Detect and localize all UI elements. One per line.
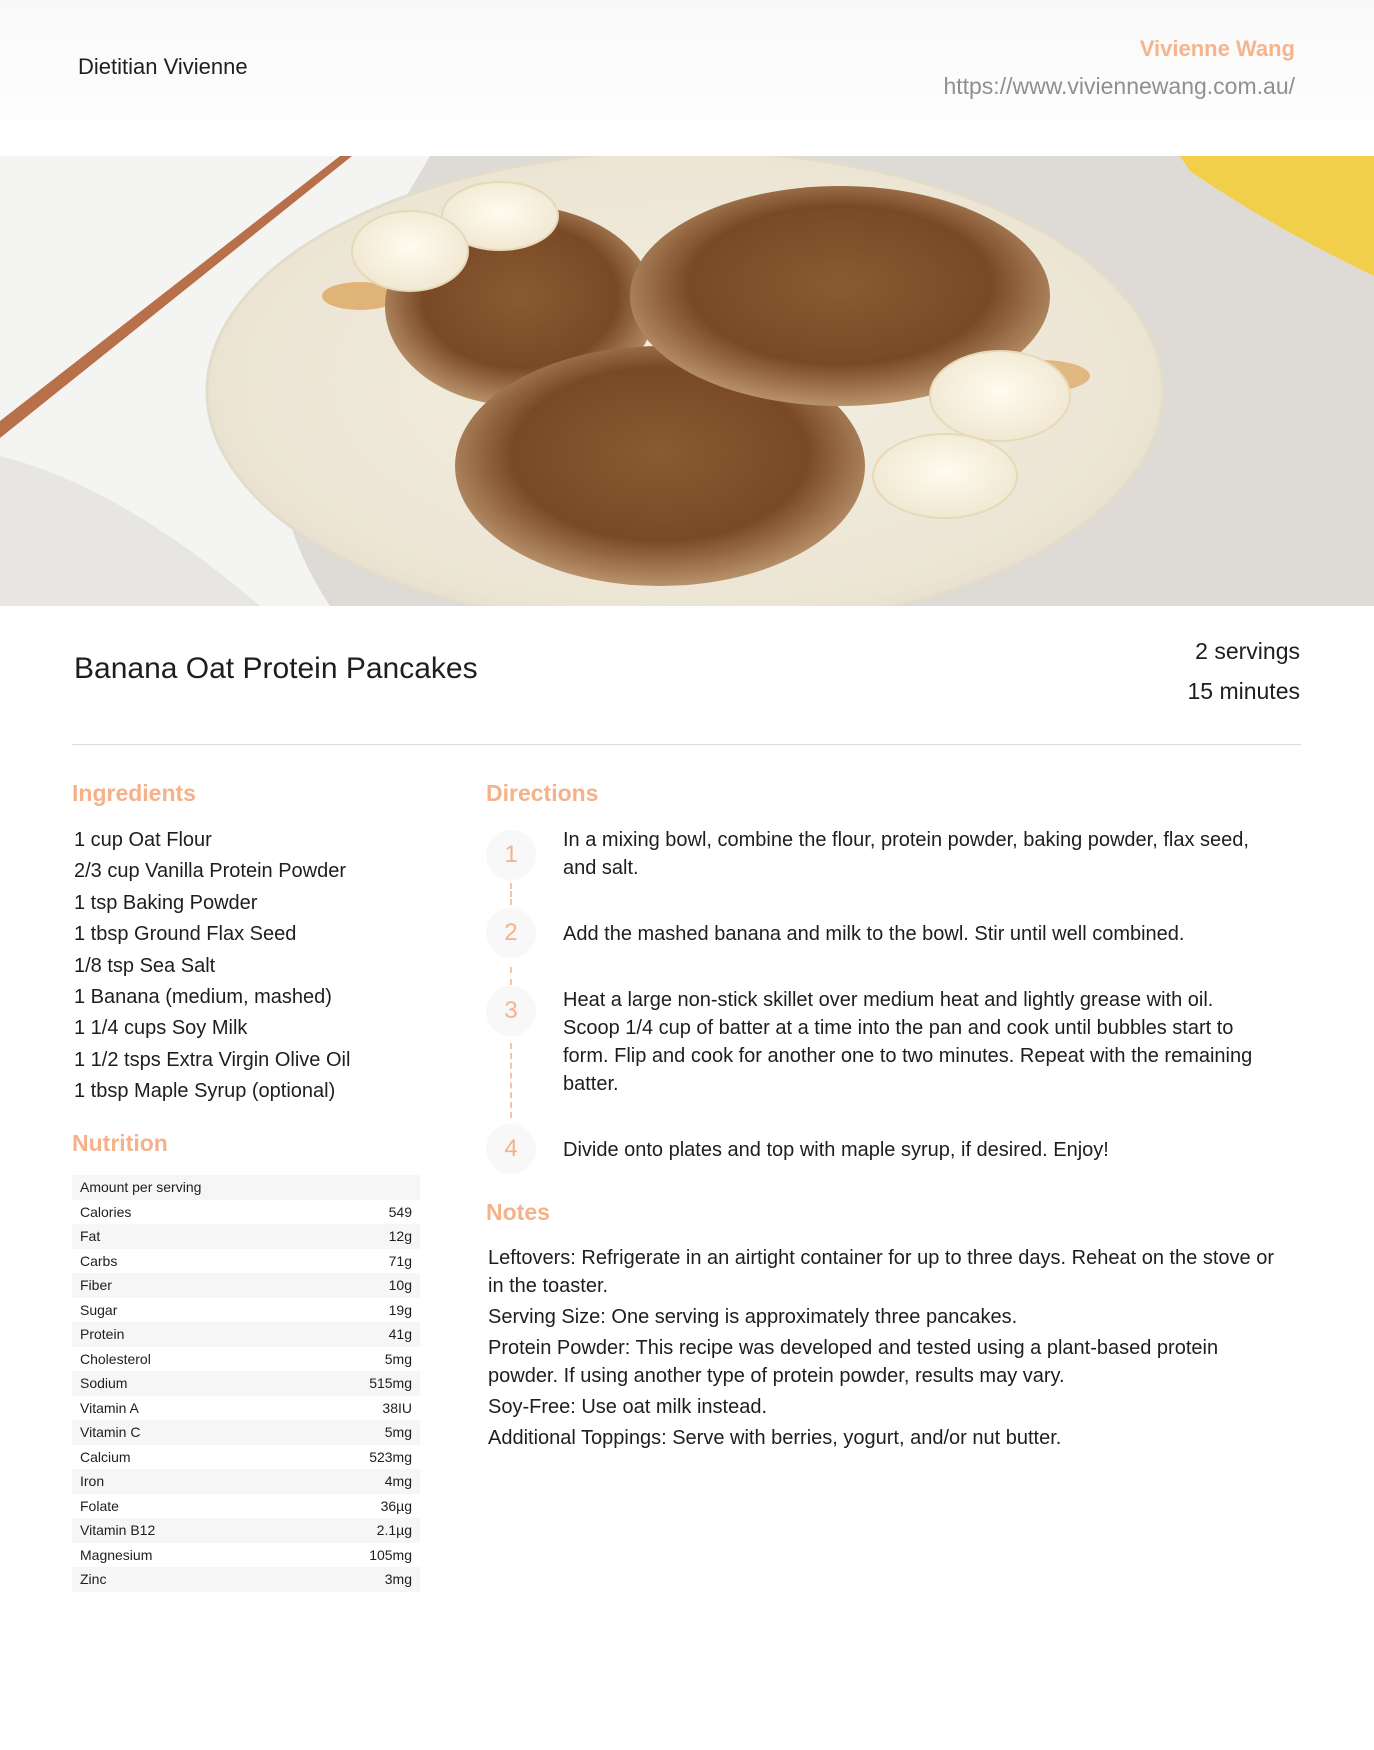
pancakes-photo-illustration <box>0 156 1374 606</box>
ingredient-item: 1 tsp Baking Powder <box>74 891 258 914</box>
nutrient-label: Calories <box>80 1203 132 1220</box>
nutrient-value: 523mg <box>369 1448 412 1465</box>
page-header <box>0 0 1374 156</box>
step-text: Divide onto plates and top with maple syrup, if desired. Enjoy! <box>563 1139 1109 1161</box>
nutrient-value: 3mg <box>284 1567 420 1592</box>
nutrition-row <box>72 1543 420 1568</box>
nutrient-value: 41g <box>284 1322 420 1347</box>
nutrient-label: Vitamin C <box>72 1420 284 1445</box>
servings: 2 servings <box>1195 638 1300 664</box>
step-number: 1 <box>486 830 536 880</box>
step-number: 4 <box>486 1124 536 1174</box>
nutrient-value: 38IU <box>382 1399 412 1416</box>
website-link[interactable]: https://www.viviennewang.com.au/ <box>943 73 1295 99</box>
nutrition-row <box>72 1298 420 1323</box>
nutrition-row <box>72 1518 420 1543</box>
ingredient-item: 2/3 cup Vanilla Protein Powder <box>74 860 347 883</box>
nutrition-row <box>72 1420 420 1445</box>
nutrient-label: Fat <box>72 1224 284 1249</box>
nutrient-label: Magnesium <box>80 1546 153 1563</box>
nutrient-value: 5mg <box>284 1420 420 1445</box>
nutrition-row <box>72 1567 420 1592</box>
ingredient-item: 1 tbsp Maple Syrup (optional) <box>74 1080 336 1103</box>
hero-photo <box>0 156 1374 606</box>
notes-list <box>488 1244 1278 1455</box>
nutrient-label: Folate <box>80 1497 119 1514</box>
nutrient-value: 10g <box>284 1273 420 1298</box>
nutrient-label: Fiber <box>72 1273 284 1298</box>
nutrition-row <box>72 1273 420 1298</box>
nutrient-label: Zinc <box>72 1567 284 1592</box>
recipe-title: Banana Oat Protein Pancakes <box>74 652 478 685</box>
nutrition-row <box>72 1249 420 1274</box>
notes-heading: Notes <box>486 1199 550 1225</box>
note-item: Soy-Free: Use oat milk instead. <box>488 1396 767 1418</box>
note-item: Additional Toppings: Serve with berries, yogurt, and/or nut butter. <box>488 1427 1062 1449</box>
nutrition-row <box>72 1494 420 1519</box>
nutrition-header-label: Amount per serving <box>72 1175 420 1200</box>
ingredient-item: 1 cup Oat Flour <box>74 829 212 851</box>
nutrient-label: Cholesterol <box>80 1350 151 1367</box>
note-item: Leftovers: Refrigerate in an airtight container for up to three days. Reheat on the stove or in the toaster. <box>488 1247 1275 1297</box>
nutrition-row <box>72 1200 420 1225</box>
step-connector <box>510 883 512 905</box>
nutrient-label: Iron <box>72 1469 284 1494</box>
directions-heading: Directions <box>486 780 599 806</box>
nutrition-heading: Nutrition <box>72 1130 168 1156</box>
note-item: Serving Size: One serving is approximately three pancakes. <box>488 1306 1018 1328</box>
nutrient-label: Sodium <box>72 1371 284 1396</box>
nutrient-value: 515mg <box>284 1371 420 1396</box>
nutrient-value: 105mg <box>369 1546 412 1563</box>
nutrient-label: Protein <box>72 1322 284 1347</box>
ingredients-heading: Ingredients <box>72 780 196 806</box>
nutrient-value: 549 <box>388 1203 412 1220</box>
nutrient-label: Vitamin A <box>80 1399 139 1416</box>
nutrition-row <box>72 1322 420 1347</box>
ingredient-item: 1 tbsp Ground Flax Seed <box>74 923 297 946</box>
nutrition-row <box>72 1469 420 1494</box>
total-time: 15 minutes <box>1187 678 1300 704</box>
note-item: Protein Powder: This recipe was developed and tested using a plant-based protein powder. If using another type of protein powder, results may vary. <box>488 1337 1219 1387</box>
ingredient-item: 1/8 tsp Sea Salt <box>74 954 216 977</box>
nutrition-row <box>72 1224 420 1249</box>
step-text: In a mixing bowl, combine the flour, protein powder, baking powder, flax seed, and salt. <box>563 829 1249 879</box>
step-connector <box>510 1043 512 1118</box>
nutrient-value: 12g <box>284 1224 420 1249</box>
nutrient-label: Carbs <box>80 1252 118 1269</box>
nutrient-value: 5mg <box>384 1350 412 1367</box>
nutrient-value: 2.1µg <box>284 1518 420 1543</box>
step-connector <box>510 967 512 985</box>
ingredients-list <box>74 826 350 1109</box>
nutrition-row <box>72 1396 420 1421</box>
nutrient-label: Vitamin B12 <box>72 1518 284 1543</box>
nutrient-label: Sugar <box>80 1301 118 1318</box>
ingredient-item: 1 1/4 cups Soy Milk <box>74 1017 248 1040</box>
ingredient-item: 1 1/2 tsps Extra Virgin Olive Oil <box>74 1048 351 1071</box>
step-text: Add the mashed banana and milk to the bowl. Stir until well combined. <box>563 923 1185 945</box>
nutrition-row <box>72 1445 420 1470</box>
nutrition-row <box>72 1371 420 1396</box>
divider <box>72 744 1301 745</box>
step-text: Heat a large non-stick skillet over medium heat and lightly grease with oil. Scoop 1/4 cup of batter at a time into the pan and cook until bubbles start to form. Flip and cook for another one to two minutes. Repeat with the remaining batter. <box>563 989 1253 1095</box>
nutrition-header-row <box>72 1175 420 1200</box>
nutrient-value: 19g <box>388 1301 412 1318</box>
author-name: Vivienne Wang <box>1139 36 1295 61</box>
nutrient-label: Calcium <box>80 1448 131 1465</box>
nutrition-row <box>72 1347 420 1372</box>
brand-name: Dietitian Vivienne <box>78 54 248 79</box>
nutrition-table <box>72 1175 420 1592</box>
step-number: 3 <box>486 986 536 1036</box>
nutrient-value: 36µg <box>380 1497 412 1514</box>
nutrient-value: 71g <box>388 1252 412 1269</box>
nutrient-value: 4mg <box>284 1469 420 1494</box>
step-number: 2 <box>486 908 536 958</box>
ingredient-item: 1 Banana (medium, mashed) <box>74 985 332 1008</box>
